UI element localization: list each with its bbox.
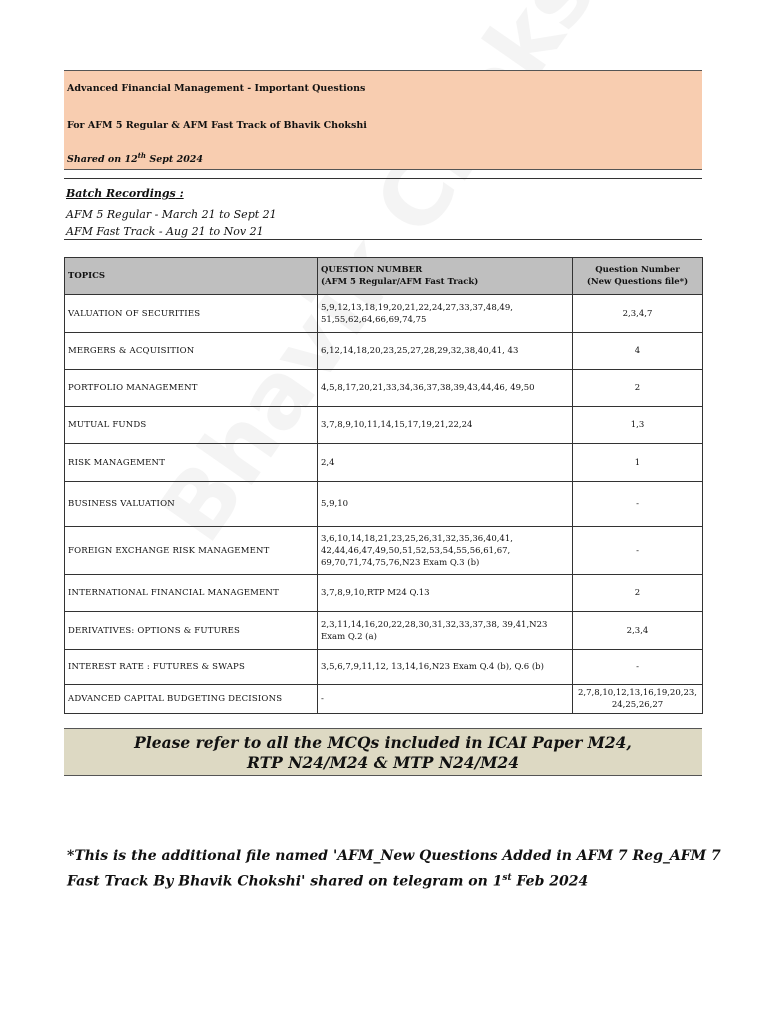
row-topic: INTERNATIONAL FINANCIAL MANAGEMENT bbox=[65, 575, 318, 612]
row-new-questions: - bbox=[573, 527, 703, 575]
table-row bbox=[65, 407, 703, 444]
mcq-note-line1: Please refer to all the MCQs included in ICAI Paper M24, bbox=[134, 733, 632, 752]
row-topic: INTEREST RATE : FUTURES & SWAPS bbox=[65, 650, 318, 685]
row-topic: PORTFOLIO MANAGEMENT bbox=[65, 370, 318, 407]
row-topic: BUSINESS VALUATION bbox=[65, 482, 318, 527]
row-topic: DERIVATIVES: OPTIONS & FUTURES bbox=[65, 612, 318, 650]
table-row bbox=[65, 482, 703, 527]
row-topic: ADVANCED CAPITAL BUDGETING DECISIONS bbox=[65, 685, 318, 714]
footnote-sup: st bbox=[502, 873, 512, 883]
table-row bbox=[65, 370, 703, 407]
document-subtitle: For AFM 5 Regular & AFM Fast Track of Bhavik Chokshi bbox=[67, 120, 367, 131]
row-new-questions: 2 bbox=[573, 370, 703, 407]
table-row bbox=[65, 295, 703, 333]
row-questions: 5,9,12,13,18,19,20,21,22,24,27,33,37,48,49, 51,55,62,64,66,69,74,75 bbox=[318, 295, 573, 333]
header-topics: TOPICS bbox=[65, 258, 318, 295]
batch-title-colon: : bbox=[175, 187, 184, 200]
row-questions: 2,4 bbox=[318, 444, 573, 482]
batch-line-fast-track: AFM Fast Track - Aug 21 to Nov 21 bbox=[66, 225, 264, 238]
divider-top bbox=[64, 178, 702, 179]
row-new-questions: 4 bbox=[573, 333, 703, 370]
row-new-questions: - bbox=[573, 650, 703, 685]
footnote-text: *This is the additional file named 'AFM_New Questions Added in AFM 7 Reg_AFM 7 Fast Track By Bhavik Chokshi' shared on telegram on 1 bbox=[67, 848, 721, 890]
shared-date-prefix: Shared on 12 bbox=[67, 154, 138, 166]
table-row bbox=[65, 575, 703, 612]
row-new-questions: 1,3 bbox=[573, 407, 703, 444]
header-new-line1: Question Number bbox=[595, 265, 680, 275]
row-topic: MUTUAL FUNDS bbox=[65, 407, 318, 444]
mcq-note-line2: RTP N24/M24 & MTP N24/M24 bbox=[247, 753, 519, 772]
shared-date-sup: th bbox=[137, 151, 147, 160]
table-row bbox=[65, 333, 703, 370]
batch-recordings-title bbox=[66, 187, 184, 200]
table-row bbox=[65, 650, 703, 685]
row-questions: 4,5,8,17,20,21,33,34,36,37,38,39,43,44,46, 49,50 bbox=[318, 370, 573, 407]
divider-batch bbox=[64, 239, 702, 240]
topics-table bbox=[64, 257, 703, 714]
row-topic: FOREIGN EXCHANGE RISK MANAGEMENT bbox=[65, 527, 318, 575]
footnote-date: Feb 2024 bbox=[511, 873, 589, 890]
row-topic: MERGERS & ACQUISITION bbox=[65, 333, 318, 370]
shared-date-suffix: Sept 2024 bbox=[146, 154, 204, 166]
row-new-questions: 1 bbox=[573, 444, 703, 482]
header-block bbox=[64, 70, 702, 170]
row-questions: 2,3,11,14,16,20,22,28,30,31,32,33,37,38, 39,41,N23 Exam Q.2 (a) bbox=[318, 612, 573, 650]
row-topic: VALUATION OF SECURITIES bbox=[65, 295, 318, 333]
batch-line-regular: AFM 5 Regular - March 21 to Sept 21 bbox=[66, 208, 277, 221]
row-questions: 3,5,6,7,9,11,12, 13,14,16,N23 Exam Q.4 (b), Q.6 (b) bbox=[318, 650, 573, 685]
table-row bbox=[65, 612, 703, 650]
row-topic: RISK MANAGEMENT bbox=[65, 444, 318, 482]
row-questions: 3,7,8,9,10,11,14,15,17,19,21,22,24 bbox=[318, 407, 573, 444]
header-qn-line2: (AFM 5 Regular/AFM Fast Track) bbox=[321, 277, 479, 287]
header-new-questions bbox=[573, 258, 703, 295]
row-questions: 6,12,14,18,20,23,25,27,28,29,32,38,40,41, 43 bbox=[318, 333, 573, 370]
row-questions: 3,7,8,9,10,RTP M24 Q.13 bbox=[318, 575, 573, 612]
row-new-questions: 2,3,4,7 bbox=[573, 295, 703, 333]
row-new-questions: - bbox=[573, 482, 703, 527]
row-questions: - bbox=[318, 685, 573, 714]
batch-title-text: Batch Recordings bbox=[66, 187, 176, 200]
header-new-line2: (New Questions file*) bbox=[586, 277, 689, 287]
row-new-questions: 2 bbox=[573, 575, 703, 612]
header-question-number bbox=[318, 258, 573, 295]
document-title: Advanced Financial Management - Important Questions bbox=[67, 83, 366, 94]
row-new-questions: 2,7,8,10,12,13,16,19,20,23, 24,25,26,27 bbox=[573, 685, 703, 714]
header-qn-line1: QUESTION NUMBER bbox=[321, 265, 423, 275]
row-questions: 5,9,10 bbox=[318, 482, 573, 527]
shared-date bbox=[67, 151, 203, 165]
table-row bbox=[65, 527, 703, 575]
table-row bbox=[65, 444, 703, 482]
footnote bbox=[67, 845, 727, 893]
table-row bbox=[65, 685, 703, 714]
row-new-questions: 2,3,4 bbox=[573, 612, 703, 650]
mcq-note bbox=[64, 728, 702, 776]
row-questions: 3,6,10,14,18,21,23,25,26,31,32,35,36,40,41, 42,44,46,47,49,50,51,52,53,54,55,56,61,67, 69,70,71,74,75,76,N23 Exam Q.3 (b) bbox=[318, 527, 573, 575]
table-header-row bbox=[65, 258, 703, 295]
